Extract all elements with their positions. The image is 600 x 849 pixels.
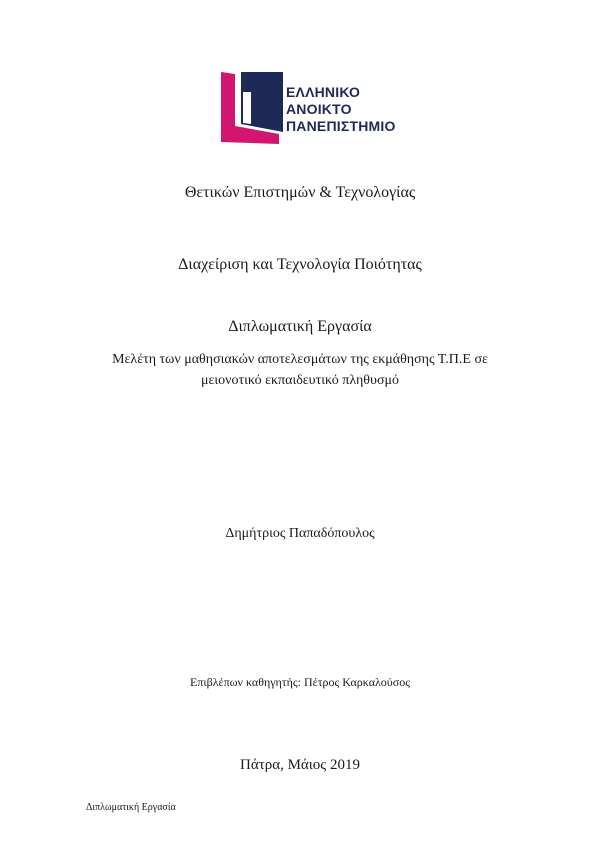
document-type: Διπλωματική Εργασία — [228, 318, 372, 335]
thesis-title-line-1: Μελέτη των μαθησιακών αποτελεσμάτων της εκμάθησης Τ.Π.Ε σε — [112, 352, 488, 367]
page-footer: Διπλωματική Εργασία — [86, 802, 176, 813]
thesis-title — [0, 349, 600, 391]
university-logo — [221, 72, 421, 144]
logo-line-1: ΕΛΛΗΝΙΚΟ — [286, 84, 361, 100]
faculty-name: Θετικών Επιστημών & Τεχνολογίας — [184, 184, 416, 201]
logo-line-2: ΑΝΟΙΚΤΟ — [286, 101, 352, 117]
university-name — [286, 84, 396, 135]
university-emblem-icon — [221, 72, 283, 144]
thesis-title-line-2: μειονοτικό εκπαιδευτικό πληθυσμό — [200, 373, 400, 388]
logo-line-3: ΠΑΝΕΠΙΣΤΗΜΙΟ — [286, 118, 396, 134]
program-name: Διαχείριση και Τεχνολογία Ποιότητας — [178, 256, 422, 273]
author-name: Δημήτριος Παπαδόπουλος — [225, 526, 375, 541]
place-date: Πάτρα, Μάιος 2019 — [240, 757, 360, 773]
supervisor-line: Επιβλέπων καθηγητής: Πέτρος Καρκαλούσος — [190, 675, 410, 689]
